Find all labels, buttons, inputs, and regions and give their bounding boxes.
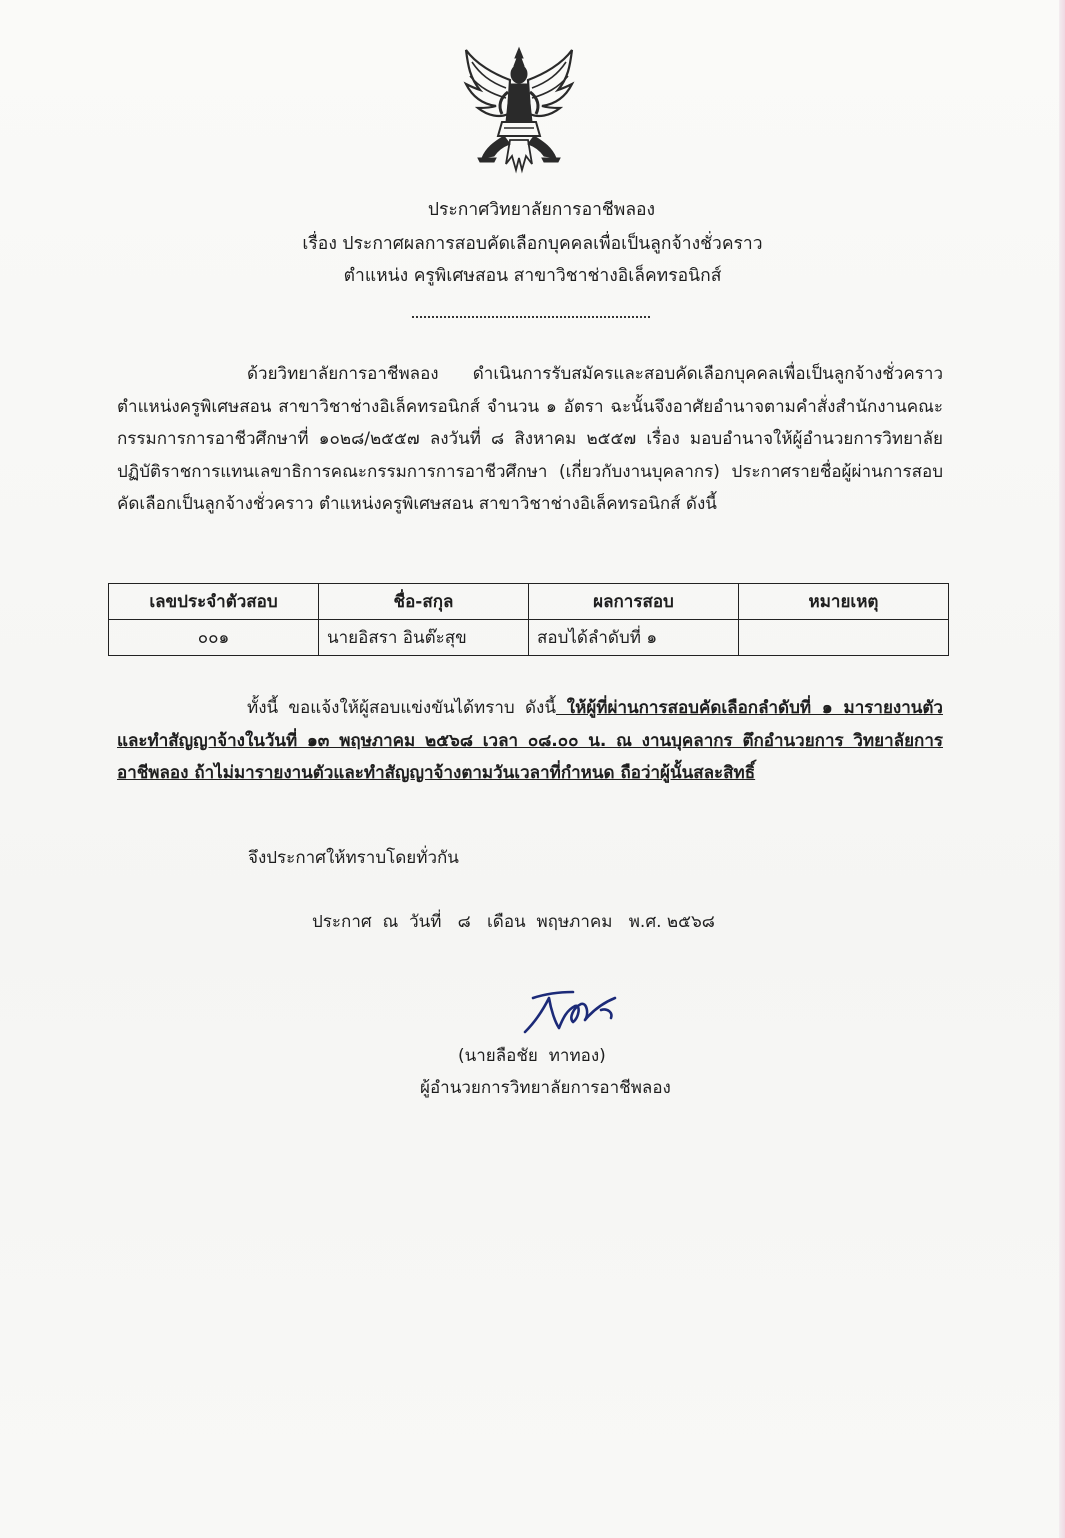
column-header-result: ผลการสอบ — [529, 584, 739, 620]
closing-line: จึงประกาศให้ทราบโดยทั่วกัน — [248, 848, 459, 868]
body-paragraph-1: ด้วยวิทยาลัยการอาชีพลอง ดำเนินการรับสมัครและสอบคัดเลือกบุคคลเพื่อเป็นลูกจ้างชั่วคราว ตำแหน่งครูพิเศษสอน สาขาวิชาช่างอิเล็คทรอนิกส์ จำนวน ๑ อัตรา ฉะนั้นจึงอาศัยอำนาจตามคำสั่งสำนักงานคณะกรรมการการอาชีวศึกษาที่ ๑๐๒๘/๒๕๕๗ ลงวันที่ ๘ สิงหาคม ๒๕๕๗ เรื่อง มอบอำนาจให้ผู้อำนวยการวิทยาลัยปฏิบัติราชการแทนเลขาธิการคณะกรรมการการอาชีวศึกษา (เกี่ยวกับงานบุคลากร) ประกาศรายชื่อผู้ผ่านการสอบคัดเลือกเป็นลูกจ้างชั่วคราว ตำแหน่งครูพิเศษสอน สาขาวิชาช่างอิเล็คทรอนิกส์ ดังนี้ — [117, 364, 943, 514]
column-header-name: ชื่อ-สกุล — [319, 584, 529, 620]
announcement-subject: เรื่อง ประกาศผลการสอบคัดเลือกบุคคลเพื่อเป็นลูกจ้างชั่วคราว — [302, 234, 763, 254]
column-header-exam-id: เลขประจำตัวสอบ — [109, 584, 319, 620]
table-row — [109, 620, 949, 656]
table-header-row — [109, 584, 949, 620]
announcement-date: ประกาศ ณ วันที่ ๘ เดือน พฤษภาคม พ.ศ. ๒๕๖๘ — [312, 912, 715, 932]
column-header-remark: หมายเหตุ — [739, 584, 949, 620]
signatory-name: (นายลือชัย ทาทอง) — [458, 1046, 606, 1066]
cell-remark — [739, 620, 949, 656]
announcement-title: ประกาศวิทยาลัยการอาชีพลอง — [427, 200, 656, 220]
cell-exam-id: ๐๐๑ — [109, 620, 319, 656]
handwritten-signature — [515, 988, 635, 1040]
paragraph-2-emphasis: ให้ผู้ที่ผ่านการสอบคัดเลือกลำดับที่ ๑ มารายงานตัวและทำสัญญาจ้างในวันที่ ๑๓ พฤษภาคม ๒๕๖๘ เวลา ๐๘.๐๐ น. ณ งานบุคลากร ตึกอำนวยการ วิทยาลัยการอาชีพลอง ถ้าไม่มารายงานตัวและทำสัญญาจ้างตามวันเวลาที่กำหนด ถือว่าผู้นั้นสละสิทธิ์ — [117, 698, 943, 783]
cell-result: สอบได้ลำดับที่ ๑ — [529, 620, 739, 656]
body-paragraph-2 — [117, 692, 943, 790]
paragraph-2-intro: ทั้งนี้ ขอแจ้งให้ผู้สอบแข่งขันได้ทราบ ดังนี้ — [247, 698, 556, 718]
result-table — [108, 583, 949, 656]
garuda-emblem-icon — [460, 44, 578, 176]
announcement-position: ตำแหน่ง ครูพิเศษสอน สาขาวิชาช่างอิเล็คทรอนิกส์ — [343, 266, 722, 286]
dotted-divider — [412, 316, 650, 318]
signatory-title: ผู้อำนวยการวิทยาลัยการอาชีพลอง — [420, 1078, 671, 1098]
cell-name: นายอิสรา อินต๊ะสุข — [319, 620, 529, 656]
